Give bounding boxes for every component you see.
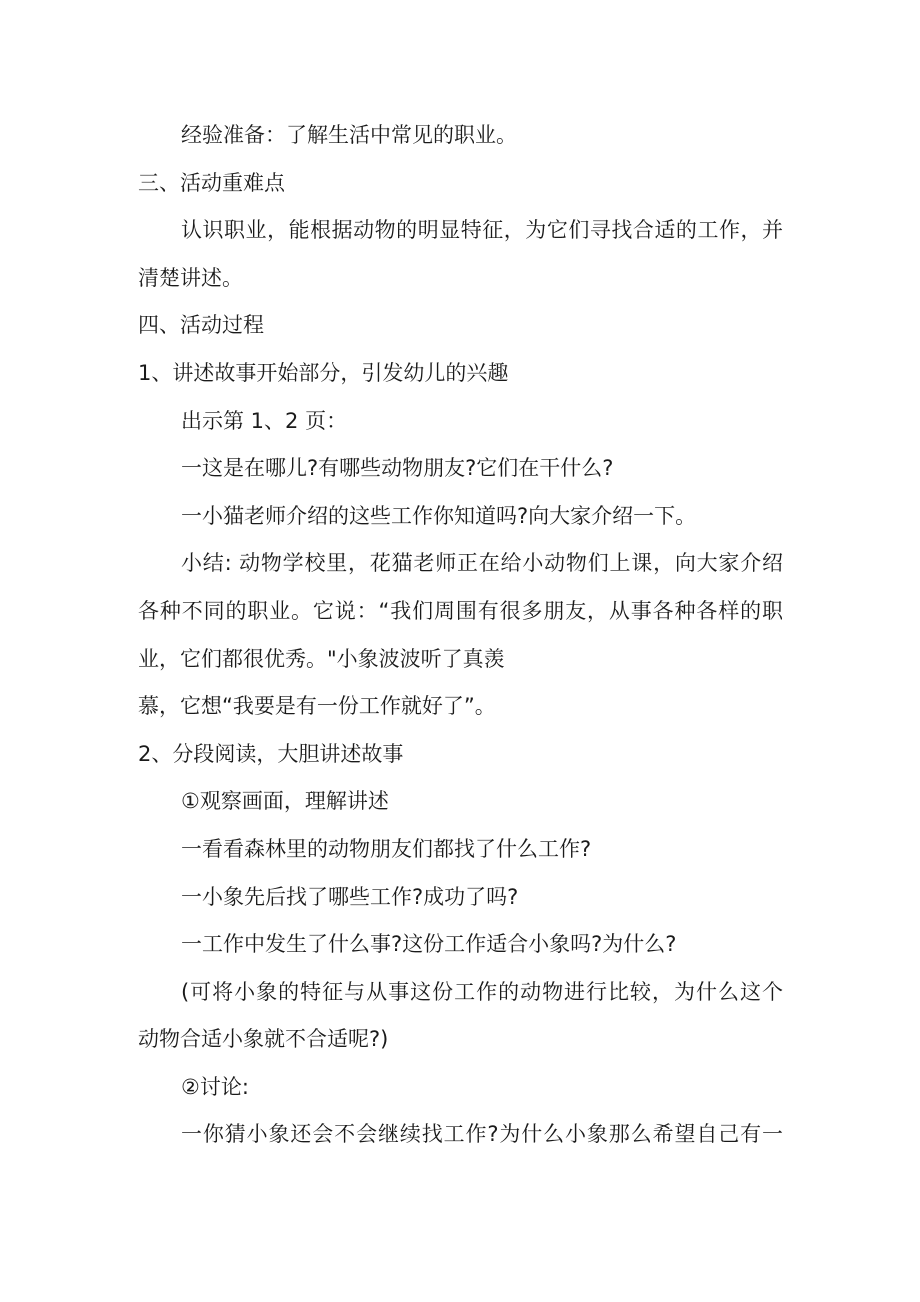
document-body: [138, 112, 783, 1159]
step-heading-2: 2、分段阅读，大胆讲述故事: [138, 741, 404, 766]
sub-step-observe: ①观察画面，理解讲述: [181, 789, 389, 814]
step-heading-1: 1、讲述故事开始部分，引发幼儿的兴趣: [138, 360, 509, 385]
question-guess: 一你猜小象还会不会继续找工作?为什么小象那么希望自己有一: [181, 1122, 783, 1147]
question-what-happened: 一工作中发生了什么事?这份工作适合小象吗?为什么?: [181, 932, 677, 957]
section-heading-3: 三、活动重难点: [138, 170, 285, 195]
paragraph-show-pages: 出示第 1、2 页：: [181, 408, 348, 433]
summary-line-3: 业，它们都很优秀。"小象波波听了真羡: [138, 646, 505, 671]
paragraph-experience-prep: 经验准备：了解生活中常见的职业。: [181, 123, 517, 147]
question-cat-teacher: 一小猫老师介绍的这些工作你知道吗?向大家介绍一下。: [181, 503, 697, 528]
section-heading-4: 四、活动过程: [138, 313, 264, 338]
sub-step-discuss: ②讨论:: [181, 1074, 249, 1099]
question-elephant-jobs: 一小象先后找了哪些工作?成功了吗?: [181, 884, 519, 909]
question-forest-jobs: 一看看森林里的动物朋友们都找了什么工作?: [181, 836, 592, 861]
paragraph-key-points-line-2: 清楚讲述。: [138, 265, 243, 290]
summary-line-4: 慕，它想“我要是有一份工作就好了”。: [138, 694, 496, 719]
paragraph-key-points-line-1: 认识职业，能根据动物的明显特征，为它们寻找合适的工作，并: [181, 218, 783, 243]
note-compare-line-2: 动物合适小象就不合适呢?): [138, 1027, 389, 1052]
note-compare-line-1: (可将小象的特征与从事这份工作的动物进行比较，为什么这个: [181, 979, 783, 1004]
summary-line-2: 各种不同的职业。它说：“我们周围有很多朋友，从事各种各样的职: [138, 598, 783, 623]
summary-line-1: 小结: 动物学校里，花猫老师正在给小动物们上课，向大家介绍: [181, 551, 783, 576]
question-where: 一这是在哪儿?有哪些动物朋友?它们在干什么?: [181, 456, 614, 481]
